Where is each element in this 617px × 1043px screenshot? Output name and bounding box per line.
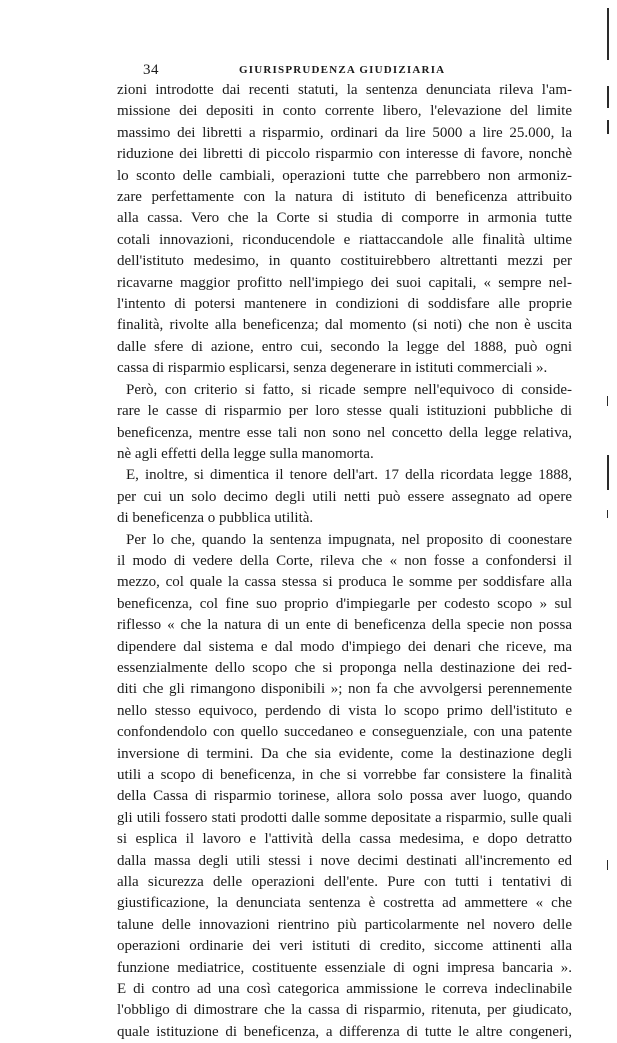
text-line: beneficenza, col fine suo proprio d'impiegarle per codesto scopo » sul [117,595,572,612]
text-line: dipendere dal sistema e dal modo d'impiego dei denari che riceve, ma [117,638,572,655]
text-line: missione dei depositi in conto corrente libero, l'elevazione del limite [117,103,572,120]
text-line: quale istituzione di beneficenza, a differenza di tutte le altre congeneri, [117,1023,572,1040]
text-line: E di contro ad una così categorica ammissione le correva indeclinabile [117,981,572,998]
text-line: per cui un solo decimo degli utili netti può essere assegnato ad opere [117,488,572,505]
text-line: zare perfettamente con la natura di istituto di beneficenza attribuito [117,189,572,206]
scan-edge-mark [607,396,608,406]
scan-edge-mark [607,86,609,108]
text-line: gli utili fossero stati prodotti dalle somme depositate a risparmio, sulle quali [117,809,572,826]
text-line: confondendolo con quello succedaneo e conseguenziale, con una patente [117,724,572,741]
scan-edge-mark [607,8,609,60]
page-number: 34 [143,62,159,78]
running-title: GIURISPRUDENZA GIUDIZIARIA [239,64,446,76]
text-line: essenzialmente dello scopo che si proponga nella destinazione dei red- [117,659,572,676]
text-line: lo sconto delle cambiali, operazioni tutte che parrebbero non armoniz- [117,167,572,184]
text-line: riduzione dei libretti di piccolo risparmio con interesse di favore, nonchè [117,146,572,163]
scan-edge-mark [607,510,608,518]
text-line: nè agli effetti della legge sulla manomorta. [117,445,374,462]
text-line: di beneficenza o pubblica utilità. [117,510,314,527]
text-line: dalle sfere di azione, entro cui, secondo la legge del 1888, può ogni [117,338,572,355]
text-line: il modo di vedere della Corte, rileva che « non fosse a confondersi il [117,552,572,569]
text-line: Però, con criterio si fatto, si ricade sempre nell'equivoco di conside- [126,381,572,398]
text-line: Per lo che, quando la sentenza impugnata, nel proposito di coonestare [126,531,572,548]
text-line: talune delle innovazioni rientrino più particolarmente nel novero delle [117,916,572,933]
text-line: ricavarne maggior profitto nell'impiego dei suoi capitali, « sempre nel- [117,274,572,291]
text-line: nello stesso equivoco, perdendo di vista lo scopo primo dell'istituto e [117,702,572,719]
text-line: diti che gli rimangono disponibili »; non fa che avvolgersi perennemente [117,681,572,698]
text-line: funzione mediatrice, costituente essenziale di ogni impresa bancaria ». [117,959,572,976]
text-line: dalla massa degli utili stessi i nove decimi destinati all'incremento ed [117,852,572,869]
text-line: riflesso « che la natura di un ente di beneficenza della specie non possa [117,617,572,634]
text-line: inversione di termini. Da che sia evidente, come la destinazione degli [117,745,572,762]
text-line: mezzo, col quale la cassa stessa si produca le somme per soddisfare alla [117,574,572,591]
text-line: alla sicurezza delle operazioni dell'ente. Pure con tutti i tentativi di [117,874,572,891]
text-line: zioni introdotte dai recenti statuti, la sentenza denunciata rileva l'am- [117,82,572,98]
scan-edge-mark [607,120,609,134]
text-line: giustificazione, la denunciata sentenza è costretta ad ammettere « che [117,895,572,912]
text-line: cotali innovazioni, riconducendole e riattaccandole alle finalità ultime [117,231,572,248]
text-line: E, inoltre, si dimentica il tenore dell'art. 17 della ricordata legge 1888, [126,467,572,484]
page-header [127,58,575,80]
text-line: l'intento di potersi mantenere in condizioni di soddisfare alle proprie [117,296,572,313]
scan-edge-mark [607,860,608,870]
text-line: alla cassa. Vero che la Corte si studia di comporre in armonia tutte [117,210,572,227]
text-line: l'obbligo di dimostrare che la cassa di risparmio, ritenuta, per giudicato, [117,1002,572,1019]
scan-edge-mark [607,455,609,490]
text-line: utili a scopo di beneficenza, in che si vorrebbe far consistere la finalità [117,767,572,783]
body-text [117,80,572,1043]
text-line: rare le casse di risparmio per loro stesse quali istituzioni pubbliche di [117,403,572,420]
text-line: della Cassa di risparmio torinese, allora solo possa aver luogo, quando [117,788,572,805]
text-line: si esplica il lavoro e l'attività della cassa medesima, e dopo detratto [117,831,572,848]
text-line: finalità, rivolte alla beneficenza; dal momento (si noti) che non è uscita [117,317,572,334]
text-line: operazioni ordinarie dei veri istituti di credito, siccome attinenti alla [117,938,572,955]
text-line: beneficenza, mentre esse tali non sono nel concetto della legge relativa, [117,424,572,441]
text-line: dell'istituto medesimo, in quanto costituirebbero altrettanti mezzi per [117,253,572,270]
text-line: massimo dei libretti a risparmio, ordinari da lire 5000 a lire 25.000, la [117,124,572,141]
text-line: cassa di risparmio esplicarsi, senza degenerare in istituti commerciali ». [117,360,548,377]
